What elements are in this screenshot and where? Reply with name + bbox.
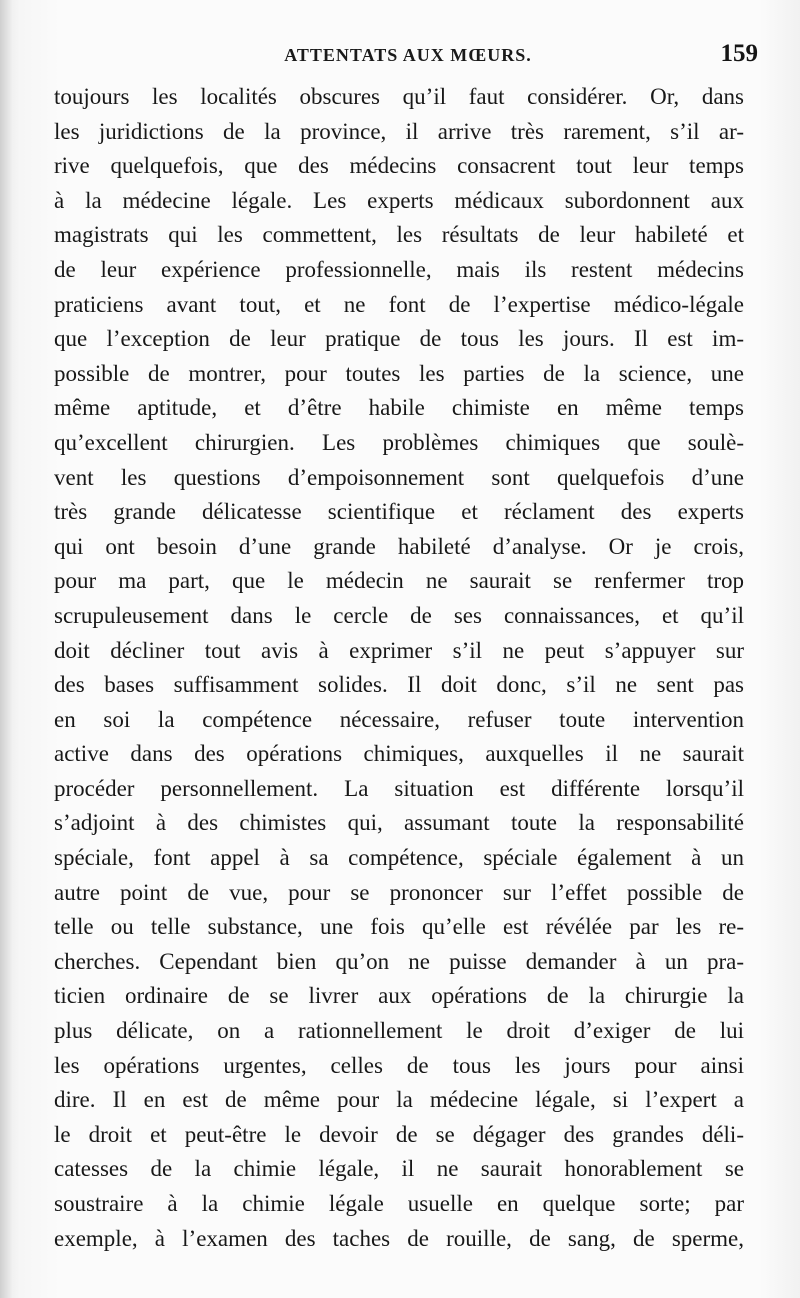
text-line: vent les questions d’empoisonnement sont quelquefois d’une	[54, 464, 744, 490]
page-number: 159	[720, 40, 758, 67]
text-line: doit décliner tout avis à exprimer s’il ne peut s’appuyer sur	[54, 637, 744, 663]
text-line: dire. Il en est de même pour la médecine légale, si l’expert a	[54, 1087, 744, 1113]
text-line: cherches. Cependant bien qu’on ne puisse demander à un pra-	[54, 948, 744, 974]
show-through-footer	[105, 1260, 695, 1282]
text-line: active dans des opérations chimiques, auxquelles il ne saurait	[54, 741, 744, 767]
text-line: les juridictions de la province, il arrive très rarement, s’il ar-	[54, 118, 744, 144]
page-header	[58, 38, 758, 72]
text-line: que l’exception de leur pratique de tous les jours. Il est im-	[54, 326, 744, 352]
text-line: exemple, à l’examen des taches de rouille, de sang, de sperme,	[54, 1225, 744, 1251]
text-line: toujours les localités obscures qu’il faut considérer. Or, dans	[54, 84, 744, 109]
text-line: praticiens avant tout, et ne font de l’expertise médico-légale	[54, 291, 744, 317]
text-line: qui ont besoin d’une grande habileté d’analyse. Or je crois,	[54, 533, 744, 559]
text-line: catesses de la chimie légale, il ne saurait honorablement se	[54, 1156, 744, 1182]
text-line: magistrats qui les commettent, les résultats de leur habileté et	[54, 222, 744, 248]
text-line: à la médecine légale. Les experts médicaux subordonnent aux	[54, 187, 744, 213]
text-line: procéder personnellement. La situation est différente lorsqu’il	[54, 775, 744, 801]
text-line: le droit et peut-être le devoir de se dégager des grandes déli-	[54, 1121, 744, 1147]
text-line: en soi la compétence nécessaire, refuser toute intervention	[54, 706, 744, 732]
text-line: telle ou telle substance, une fois qu’elle est révélée par les re-	[54, 914, 744, 940]
text-line: de leur expérience professionnelle, mais ils restent médecins	[54, 256, 744, 282]
text-line: spéciale, font appel à sa compétence, spéciale également à un	[54, 845, 744, 871]
running-title: ATTENTATS AUX MŒURS.	[284, 45, 532, 65]
body-text	[54, 80, 744, 1256]
text-line: s’adjoint à des chimistes qui, assumant toute la responsabilité	[54, 810, 744, 836]
text-line: scrupuleusement dans le cercle de ses connaissances, et qu’il	[54, 602, 744, 628]
text-line: les opérations urgentes, celles de tous les jours pour ainsi	[54, 1052, 744, 1078]
text-line: soustraire à la chimie légale usuelle en quelque sorte; par	[54, 1191, 744, 1216]
page-binding-shadow	[0, 0, 12, 1298]
text-line: autre point de vue, pour se prononcer sur l’effet possible de	[54, 879, 744, 905]
text-line: pour ma part, que le médecin ne saurait se renfermer trop	[54, 568, 744, 594]
text-line: ticien ordinaire de se livrer aux opérations de la chirurgie la	[54, 983, 744, 1009]
text-line: des bases suffisamment solides. Il doit donc, s’il ne sent pas	[54, 672, 744, 698]
text-line: qu’excellent chirurgien. Les problèmes chimiques que soulè-	[54, 429, 744, 455]
text-line: plus délicate, on a rationnellement le droit d’exiger de lui	[54, 1018, 744, 1044]
text-line: très grande délicatesse scientifique et réclament des experts	[54, 499, 744, 525]
text-line: rive quelquefois, que des médecins consacrent tout leur temps	[54, 153, 744, 179]
text-line: même aptitude, et d’être habile chimiste en même temps	[54, 395, 744, 421]
text-line: possible de montrer, pour toutes les parties de la science, une	[54, 360, 744, 386]
